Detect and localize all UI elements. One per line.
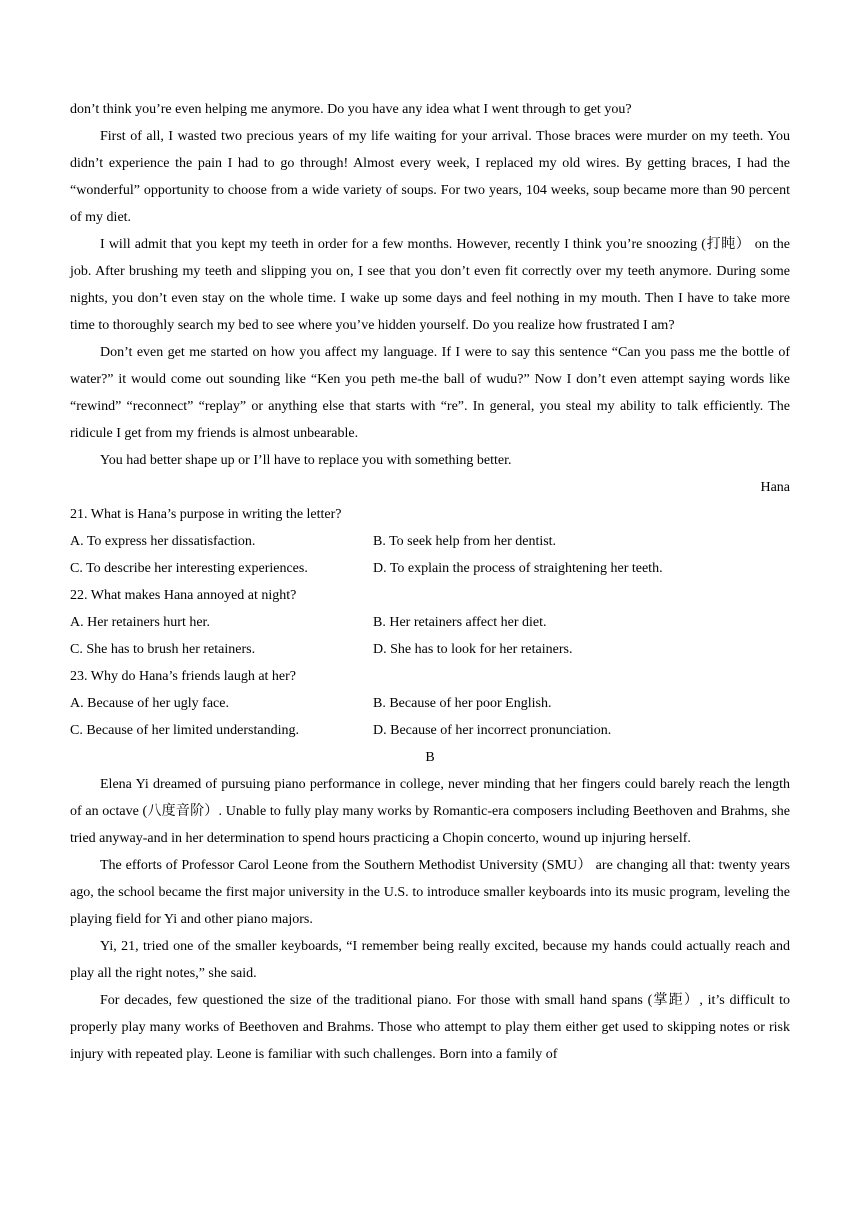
option-b: B. To seek help from her dentist. — [373, 534, 557, 549]
option-d: D. To explain the process of straightening her teeth. — [373, 561, 663, 576]
option-a: A. Her retainers hurt her. — [70, 615, 210, 630]
passage-b-paragraph-4: For decades, few questioned the size of the traditional piano. For those with small hand spans (掌距）, it’s difficult to properly play many works of Beethoven and Brahms. Those who attempt to play them either get used to skipping notes or risk injury with repeated play. Leone is familiar with such challenges. Born into a family of — [70, 993, 790, 1062]
option-a: A. Because of her ugly face. — [70, 696, 229, 711]
letter-paragraph-4: You had better shape up or I’ll have to replace you with something better. — [100, 453, 512, 468]
question-22 — [70, 582, 790, 663]
question-stem: 23. Why do Hana’s friends laugh at her? — [70, 669, 297, 684]
letter-paragraph-1: First of all, I wasted two precious years of my life waiting for your arrival. Those braces were murder on my teeth. You didn’t experience the pain I had to go through! Almost every week, I replaced my old wires. By getting braces, I had the “wonderful” opportunity to choose from a wide variety of soups. For two years, 104 weeks, soup became more than 90 percent of my diet. — [70, 129, 790, 225]
option-d: D. Because of her incorrect pronunciation. — [373, 723, 612, 738]
question-stem: 22. What makes Hana annoyed at night? — [70, 588, 297, 603]
option-row — [70, 555, 790, 582]
passage-b-paragraph-1: Elena Yi dreamed of pursuing piano performance in college, never minding that her fingers could barely reach the length of an octave (八度音阶）. Unable to fully play many works by Romantic-era composers including Beethoven and Brahms, she tried anyway-and in her determination to spend hours practicing a Chopin concerto, wound up injuring herself. — [70, 777, 790, 846]
letter-paragraph-3: Don’t even get me started on how you affect my language. If I were to say this sentence “Can you pass me the bottle of water?” it would come out sounding like “Ken you peth me-the ball of wudu?” Now I don’t even attempt saying words like “rewind” “reconnect” “replay” or anything else that starts with “re”. In general, you steal my ability to talk efficiently. The ridicule I get from my friends is almost unbearable. — [70, 345, 790, 441]
option-row — [70, 690, 790, 717]
letter-signature: Hana — [760, 480, 790, 495]
option-b: B. Because of her poor English. — [373, 696, 552, 711]
option-row — [70, 636, 790, 663]
passage-b-paragraph-3: Yi, 21, tried one of the smaller keyboards, “I remember being really excited, because my hands could actually reach and play all the right notes,” she said. — [70, 939, 790, 981]
option-a: A. To express her dissatisfaction. — [70, 534, 256, 549]
option-c: C. She has to brush her retainers. — [70, 642, 256, 657]
question-21 — [70, 501, 790, 582]
option-row — [70, 717, 790, 744]
option-c: C. To describe her interesting experiences. — [70, 561, 308, 576]
letter-paragraph-2: I will admit that you kept my teeth in order for a few months. However, recently I think you’re snoozing (打盹） on the job. After brushing my teeth and slipping you on, I see that you don’t even fit correctly over my teeth anymore. During some nights, you don’t even stay on the whole time. I wake up some days and feel nothing in my mouth. Then I have to take more time to thoroughly search my bed to see where you’ve hidden yourself. Do you realize how frustrated I am? — [70, 237, 790, 333]
option-row — [70, 528, 790, 555]
option-row — [70, 609, 790, 636]
option-c: C. Because of her limited understanding. — [70, 723, 299, 738]
section-heading: B — [425, 750, 435, 765]
question-23 — [70, 663, 790, 744]
option-d: D. She has to look for her retainers. — [373, 642, 573, 657]
letter-paragraph-0: don’t think you’re even helping me anymore. Do you have any idea what I went through to get you? — [70, 102, 632, 117]
option-b: B. Her retainers affect her diet. — [373, 615, 547, 630]
passage-b-paragraph-2: The efforts of Professor Carol Leone from the Southern Methodist University (SMU） are changing all that: twenty years ago, the school became the first major university in the U.S. to introduce smaller keyboards into its music program, leveling the playing field for Yi and other piano majors. — [70, 858, 790, 927]
question-stem: 21. What is Hana’s purpose in writing the letter? — [70, 507, 342, 522]
document-page — [70, 96, 790, 1068]
